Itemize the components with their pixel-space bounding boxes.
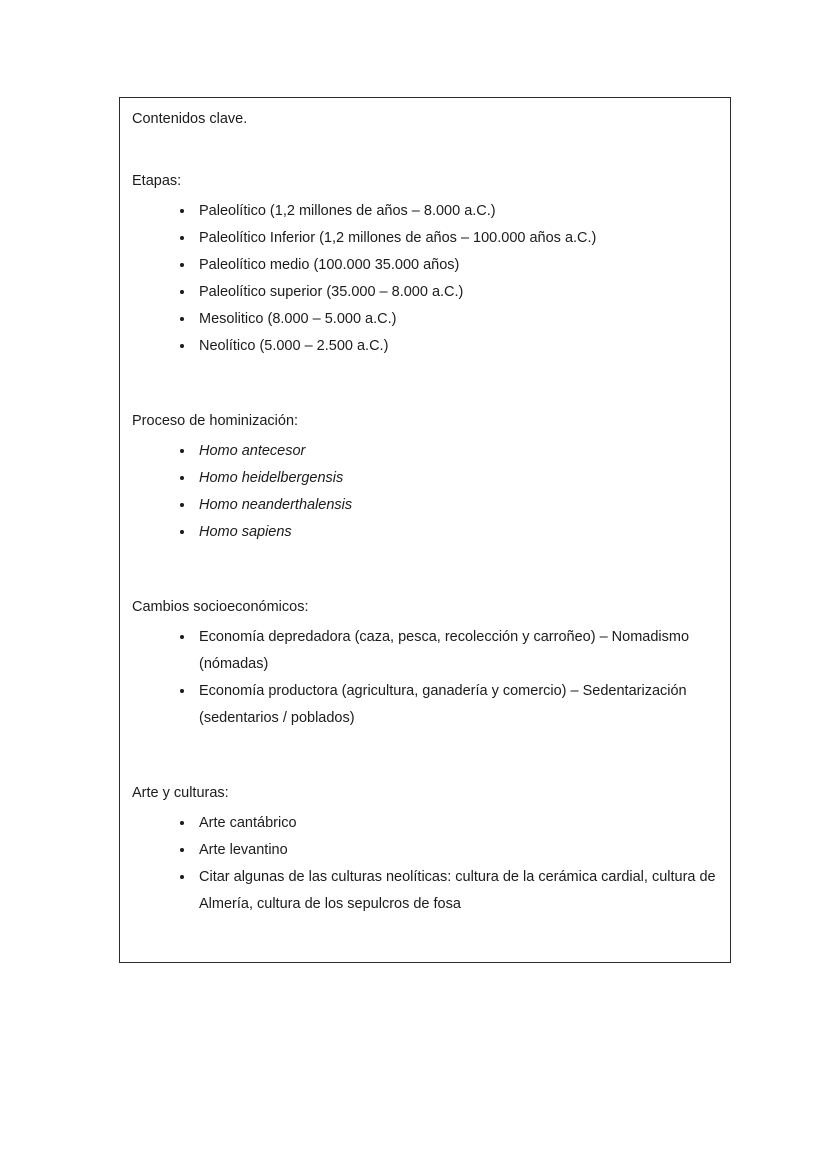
section-heading: Etapas: — [132, 173, 182, 189]
list-item: • Paleolítico (1,2 millones de años – 8.000 a.C.) — [195, 198, 716, 225]
list-item: • Paleolítico medio (100.000 35.000 años) — [195, 252, 716, 279]
list-item: • Neolítico (5.000 – 2.500 a.C.) — [195, 333, 716, 360]
bullet-list — [132, 624, 716, 732]
section-hominizacion — [132, 412, 716, 546]
list-item: • Arte cantábrico — [195, 810, 716, 837]
document-title: Contenidos clave. — [132, 111, 248, 127]
section-heading: Arte y culturas: — [132, 785, 229, 801]
section-cambios-socioeconomicos — [132, 598, 716, 732]
list-item: • Paleolítico Inferior (1,2 millones de años – 100.000 años a.C.) — [195, 225, 716, 252]
list-item: • Economía depredadora (caza, pesca, recolección y carroñeo) – Nomadismo (nómadas) — [195, 624, 716, 678]
content-table-cell — [119, 97, 731, 963]
list-item: • Arte levantino — [195, 837, 716, 864]
list-item: • Homo neanderthalensis — [195, 492, 716, 519]
list-item: • Citar algunas de las culturas neolíticas: cultura de la cerámica cardial, cultura de Almería, cultura de los sepulcros de fosa — [195, 864, 716, 918]
list-item: • Homo sapiens — [195, 519, 716, 546]
bullet-list — [132, 810, 716, 918]
list-item: • Homo heidelbergensis — [195, 465, 716, 492]
section-arte-y-culturas — [132, 784, 716, 918]
list-item: • Mesolitico (8.000 – 5.000 a.C.) — [195, 306, 716, 333]
list-item: • Paleolítico superior (35.000 – 8.000 a.C.) — [195, 279, 716, 306]
bullet-list — [132, 438, 716, 546]
section-heading: Proceso de hominización: — [132, 413, 299, 429]
list-item: • Homo antecesor — [195, 438, 716, 465]
section-etapas — [132, 172, 716, 360]
list-item: • Economía productora (agricultura, ganadería y comercio) – Sedentarización (sedentarios / poblados) — [195, 678, 716, 732]
section-heading: Cambios socioeconómicos: — [132, 599, 309, 615]
bullet-list — [132, 198, 716, 360]
